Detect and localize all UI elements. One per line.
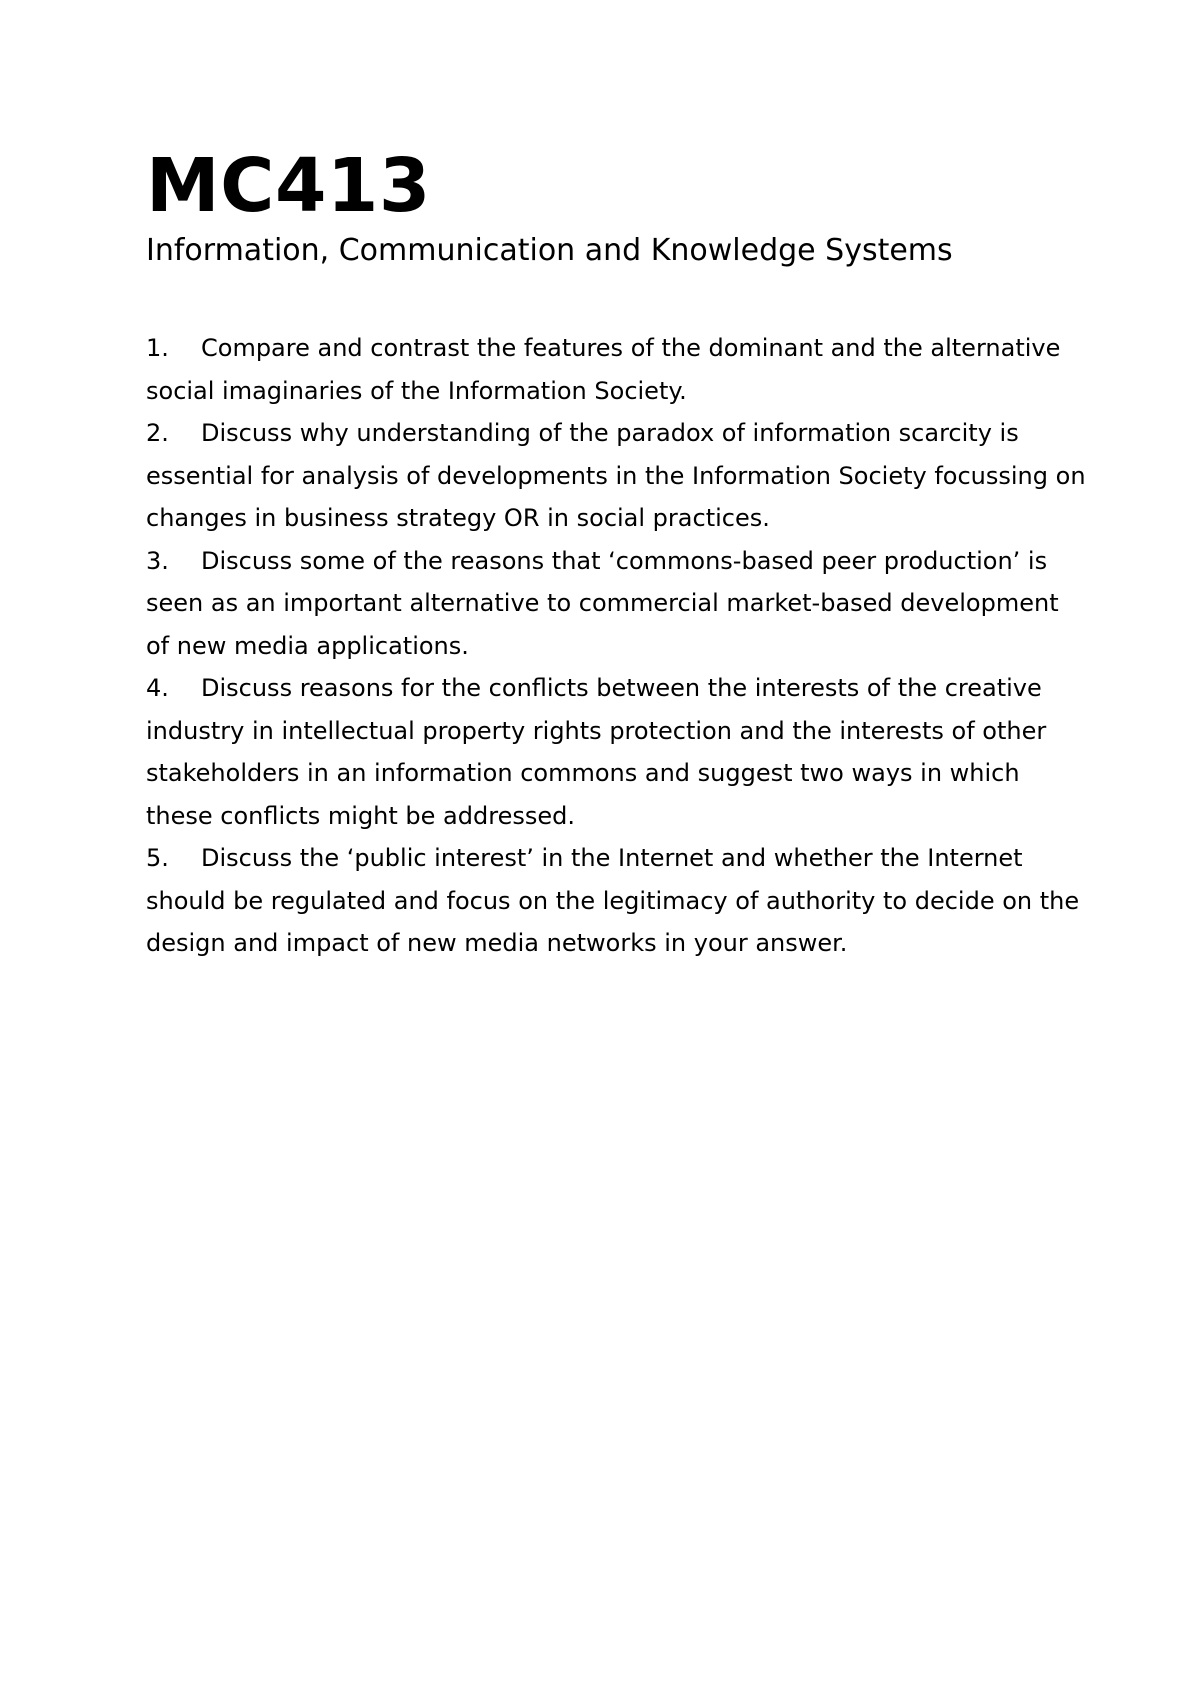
document-content <box>146 143 1086 965</box>
question-text: Discuss the ‘public interest’ in the Internet and whether the Internet should be regulated and focus on the legitimacy of authority to decide on the design and impact of new media networks in your answer. <box>146 844 1080 957</box>
question-item <box>146 667 1086 837</box>
question-text: Compare and contrast the features of the dominant and the alternative social imaginaries of the Information Society. <box>146 334 1061 405</box>
question-text: Discuss why understanding of the paradox of information scarcity is essential for analysis of developments in the Information Society focussing on changes in business strategy OR in social practices. <box>146 419 1086 532</box>
question-number: 1. <box>146 334 169 362</box>
question-item <box>146 540 1086 668</box>
course-code-title: MC413 <box>146 143 431 229</box>
course-name-subtitle: Information, Communication and Knowledge Systems <box>146 233 953 268</box>
question-number: 3. <box>146 546 169 575</box>
question-item <box>146 412 1086 540</box>
question-number: 5. <box>146 844 169 872</box>
question-text: Discuss some of the reasons that ‘commons-based peer production’ is seen as an important alternative to commercial market-based development of new media applications. <box>146 546 1059 660</box>
question-item <box>146 327 1086 412</box>
question-number: 2. <box>146 419 169 447</box>
question-item <box>146 837 1086 965</box>
question-text: Discuss reasons for the conflicts between the interests of the creative industry in intellectual property rights protection and the interests of other stakeholders in an information commons and suggest two ways in which these conflicts might be addressed. <box>146 674 1047 830</box>
question-number: 4. <box>146 674 169 702</box>
question-list <box>146 327 1086 965</box>
